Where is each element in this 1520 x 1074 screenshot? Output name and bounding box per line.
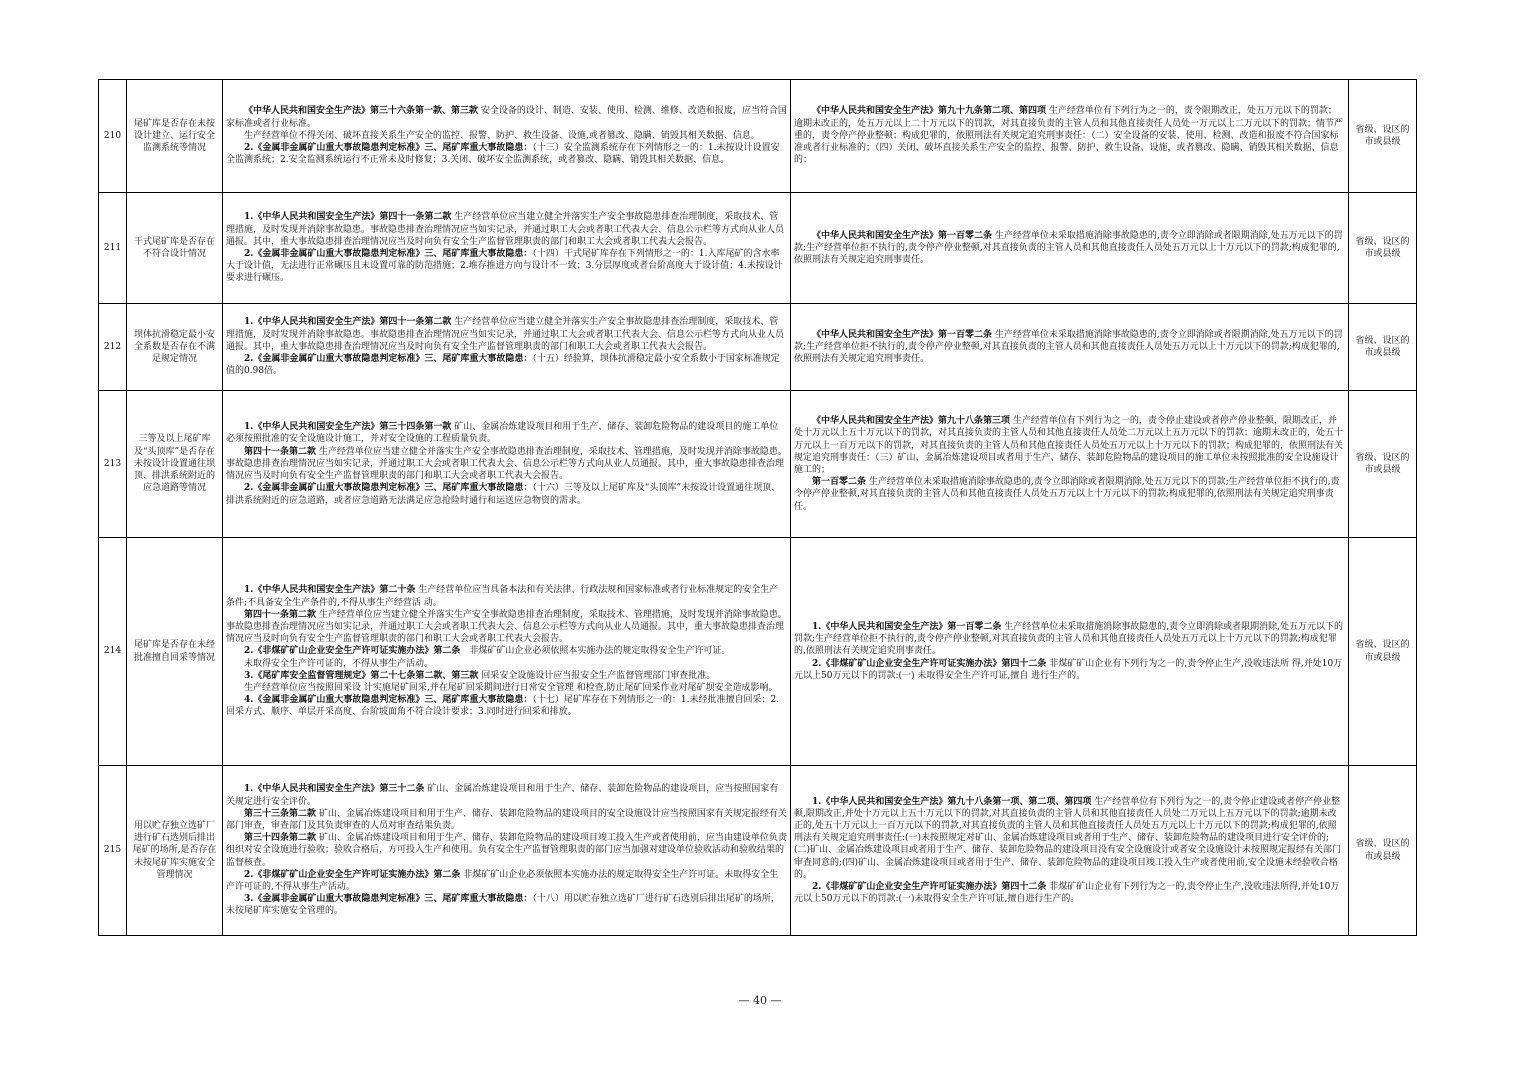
clause-text: 生产经营单位有下列行为之一的，责令停止建设或者停产停业整顿，限期改正，并处十万元以上五十万元以下的罚款，对其直接负责的主管人员和其他直接责任人员处二万元以上五万元以下的罚款；逾期未改正的，处五十万元以上一百万元以下的罚款，对其直接负责的主管人员和其他直接责任人员处五万元以上十万元以下的罚款；构成犯罪的，依照刑法有关规定追究刑事责任：（三）矿山、金属冶炼建设项目或者用于生产、储存、装卸危险物品的建设项目的施工单位未按照批准的安全设施设计施工的； <box>794 416 1344 475</box>
penalty-basis-cell <box>791 304 1349 391</box>
clause-citation: 第三十四条第二款 <box>244 833 317 844</box>
clause-paragraph <box>226 482 787 506</box>
clause-paragraph <box>794 230 1345 267</box>
clause-text: 矿山、金属冶炼建设项目和用于生产、储存、装卸危险物品的建设项目，应当按照国家有关规定进行安全评价。 <box>226 784 779 807</box>
clause-citation: 《中华人民共和国安全生产法》第九十八条第三项 <box>812 416 1011 427</box>
clause-text: 生产经营单位应当建立健全并落实生产安全事故隐患排查治理制度，采取技术、管理措施，及时发现并消除事故隐患。事故隐患排查治理情况应当如实记录，并通过职工大会或者职工代表大会、信息公示栏等方式向从业人员通报。其中，重大事故隐患排查治理情况应当及时向负有安全生产监督管理职责的部门和职工大会或者职工代表大会报告。 <box>226 446 787 482</box>
clause-text: 安全设备的设计、制造、安装、使用、检测、维修、改造和报废，应当符合国家标准或者行业标准。 <box>226 106 787 129</box>
clause-text: （十五）经验算，坝体抗滑稳定最小安全系数小于国家标准规定值的0.98倍。 <box>226 354 780 377</box>
inspection-item: 尾矿库是否存在未经批准擅自回采等情况 <box>127 538 223 766</box>
clause-citation: 2.《金属非金属矿山重大事故隐患判定标准》三、尾矿库重大事故隐患： <box>244 483 533 494</box>
clause-paragraph <box>226 893 787 917</box>
table-row <box>99 538 1417 766</box>
clause-text: 非煤矿矿山企业必须依照本实施办法的规定取得安全生产许可证。 <box>460 646 731 657</box>
clause-citation: 2.《非煤矿矿山企业安全生产许可证实施办法》第二条 <box>244 646 461 657</box>
table-row <box>99 80 1417 193</box>
clause-paragraph <box>226 353 787 377</box>
legal-basis-cell <box>223 766 791 936</box>
clause-paragraph <box>226 609 787 646</box>
enforcement-level: 省级、设区的市或县级 <box>1349 193 1417 304</box>
clause-text: 生产经营单位应当按照回采设 计实施尾矿回采,并在尾矿回采期间进行日常安全管理 和检查,防止尾矿回采作业对尾矿坝安全造成影响。 <box>244 683 778 693</box>
clause-citation: 3.《尾矿库安全监督管理规定》第二十七条第二款、第三款 <box>244 670 479 681</box>
clause-citation: 《中华人民共和国安全生产法》第三十六条第一款、第三款 <box>244 106 479 117</box>
clause-paragraph <box>794 658 1345 682</box>
clause-citation: 1.《中华人民共和国安全生产法》第四十一条第二款 <box>244 317 452 328</box>
clause-citation: 第四十一条第二款 <box>244 446 317 457</box>
inspection-item: 三等及以上尾矿库及“头顶库”是否存在未按设计设置通往坝顶、排洪系统附近的应急道路等情况 <box>127 391 223 538</box>
inspection-item: 尾矿库是否存在未按设计建立、运行安全监测系统等情况 <box>127 80 223 193</box>
legal-basis-cell <box>223 304 791 391</box>
clause-text: 未取得安全生产许可证的，不得从事生产活动。 <box>244 658 434 669</box>
row-number: 212 <box>99 304 127 391</box>
clause-text: 生产经营单位有下列行为之一的,责令停止建设或者停产停业整顿,限期改正,并处十万元以上五十万元以下的罚款,对其直接负责的主管人员和其他直接责任人员处二万元以上五万元以下的罚款;逾期未改正的,处五十万元以上一百万元以下的罚款,对其直接负责的主管人员和其他直接责任人员处五万元以上十万元以下的罚款;构成犯罪的,依照刑法有关规定追究刑事责任:(一)未按照规定对矿山、金属冶炼建设项目或者用于生产、储存、装卸危险物品的建设项目进行安全评价的;(二)矿山、金属冶炼建设项目或者用于生产、储存、装卸危险物品的建设项目没有安全设施设计或者安全设施设计未按照规定报经有关部门审查同意的;(四)矿山、金属冶炼建设项目或者用于生产、储存、装卸危险物品的建设项目竣工投入生产或者使用前,安全设施未经验收合格的。 <box>794 796 1342 880</box>
enforcement-level: 省级、设区的市或县级 <box>1349 304 1417 391</box>
clause-citation: 2.《金属非金属矿山重大事故隐患判定标准》三、尾矿库重大事故隐患： <box>244 143 533 154</box>
inspection-item: 坝体抗滑稳定最小安全系数是否存在不满足规定情况 <box>127 304 223 391</box>
clause-citation: 1.《中华人民共和国安全生产法》第三十二条 <box>244 784 425 795</box>
legal-basis-cell <box>223 193 791 304</box>
clause-paragraph <box>226 130 787 142</box>
inspection-item: 干式尾矿库是否存在不符合设计情况 <box>127 193 223 304</box>
penalty-basis-cell <box>791 538 1349 766</box>
clause-text: 矿山、金属冶炼建设项目和用于生产、储存、装卸危险物品的建设项目的施工单位必须按照批准的安全设施设计施工，并对安全设施的工程质量负责。 <box>226 422 779 445</box>
clause-paragraph <box>794 415 1345 476</box>
clause-paragraph <box>226 211 787 248</box>
clause-paragraph <box>226 694 787 718</box>
clause-paragraph <box>226 783 787 807</box>
enforcement-level: 省级、设区的市或县级 <box>1349 538 1417 766</box>
clause-text: 生产经营单位未采取措施消除事故隐患的,责令立即消除或者限期消除,处五万元以下的罚款;生产经营单位拒不执行的,责令停产停业整顿,对其直接负责的主管人员和其他直接责任人员处五万元以上十万元以下的罚款;构成犯罪的,依照刑法有关规定追究刑事责任。 <box>794 329 1343 365</box>
regulation-table <box>98 79 1417 936</box>
clause-paragraph <box>226 142 787 166</box>
row-number: 213 <box>99 391 127 538</box>
clause-paragraph <box>226 832 787 869</box>
table-row <box>99 766 1417 936</box>
clause-citation: 《中华人民共和国安全生产法》第九十九条第二项、第四项 <box>812 106 1047 117</box>
clause-text: （十三）安全监测系统存在下列情形之一的：1.未按设计设置安全监测系统；2.安全监测系统运行不正常未及时修复；3.关闭、破坏安全监测系统，或者篡改、隐瞒、销毁其相关数据、信息。 <box>226 143 780 166</box>
inspection-item: 用以贮存独立选矿厂进行矿石选别后排出尾矿的场所,是否存在未按尾矿库实施安全管理情况 <box>127 766 223 936</box>
clause-citation: 1.《中华人民共和国安全生产法》第四十一条第二款 <box>244 212 452 223</box>
clause-paragraph <box>226 316 787 353</box>
clause-text: 矿山、金属冶炼建设项目和用于生产、储存、装卸危险物品的建设项目竣工投入生产或者使用前，应当由建设单位负责组织对安全设施进行验收；验收合格后，方可投入生产和使用。负有安全生产监督管理职责的部门应当加强对建设单位验收活动和验收结果的监督核查。 <box>226 833 787 868</box>
table-row <box>99 304 1417 391</box>
enforcement-level: 省级、设区的市或县级 <box>1349 766 1417 936</box>
clause-citation: 1.《中华人民共和国安全生产法》第一百零二条 <box>812 621 1002 632</box>
clause-text: 生产经营单位未采取措施消除事故隐患的,责令立即消除或者限期消除,处五万元以下的罚款;生产经营单位拒不执行的,责令停产停业整顿,对其直接负责的主管人员和其他直接责任人员处五万元以上十万元以下的罚款;构成犯罪的,依照刑法有关规定追究刑事责任。 <box>794 621 1343 657</box>
clause-citation: 第四十一条第二款 <box>244 609 317 620</box>
legal-basis-cell <box>223 391 791 538</box>
table-row <box>99 391 1417 538</box>
clause-text: （十七）尾矿库存在下列情形之一的：1.未经批准擅自回采；2.回采方式、顺序、单层开采高度、台阶坡面角不符合设计要求；3.同时进行回采和排放。 <box>226 695 780 718</box>
clause-text: 矿山、金属冶炼建设项目和用于生产、储存、装卸危险物品的建设项目的安全设施设计应当按照国家有关规定报经有关部门审查，审查部门及其负责审查的人员对审查结果负责。 <box>226 808 787 831</box>
row-number: 215 <box>99 766 127 936</box>
page-number: — 40 — <box>738 994 782 1007</box>
clause-paragraph <box>794 796 1345 881</box>
legal-basis-cell <box>223 538 791 766</box>
clause-citation: 1.《中华人民共和国安全生产法》第三十四条第一款 <box>244 422 452 433</box>
clause-text: 生产经营单位应当建立健全并落实生产安全事故隐患排查治理制度，采取技术、管理措施，及时发现并消除事故隐患。事故隐患排查治理情况应当如实记录，并通过职工大会或者职工代表大会、信息公示栏等方式向从业人员通报。其中，重大事故隐患排查治理情况应当及时向负有安全生产监督管理职责的部门和职工大会或者职工代表大会报告。 <box>226 317 785 352</box>
clause-paragraph <box>226 421 787 445</box>
clause-text: （十八）用以贮存独立选矿厂进行矿石选别后排出尾矿的场所，未按尾矿库实施安全管理的。 <box>226 894 780 917</box>
clause-text: 非煤矿矿山企业有下列行为之一的,责令停止生产,没收违法所得,并处10万元以上50万元以下的罚款:(一)未取得安全生产许可证,擅自进行生产的。 <box>794 882 1340 905</box>
clause-citation: 《中华人民共和国安全生产法》第一百零二条 <box>812 329 993 340</box>
clause-paragraph <box>226 682 787 694</box>
clause-text: 生产经营单位未采取措施消除事故隐患的,责令立即消除或者限期消除,处五万元以下的罚款;生产经营单位拒不执行的,责令停产停业整顿,对其直接负责的主管人员和其他直接责任人员处五万元以上十万元以下的罚款;构成犯罪的,依照刑法有关规定追究刑事责任。 <box>794 477 1340 512</box>
clause-paragraph <box>794 621 1345 658</box>
clause-paragraph <box>226 584 787 608</box>
clause-text: 非煤矿矿山企业有下列行为之一的,责令停止生产,没收违法所 得,并处10万元以上50万元以下的罚款:(一) 未取得安全生产许可证,擅自 进行生产的。 <box>794 658 1343 681</box>
enforcement-level: 省级、设区的市或县级 <box>1349 80 1417 193</box>
clause-paragraph <box>226 105 787 129</box>
legal-basis-cell <box>223 80 791 193</box>
clause-paragraph <box>226 808 787 832</box>
clause-citation: 2.《非煤矿矿山企业安全生产许可证实施办法》第四十二条 <box>812 882 1047 892</box>
clause-citation: 3.《金属非金属矿山重大事故隐患判定标准》三、尾矿库重大事故隐患： <box>244 894 533 905</box>
table-row <box>99 193 1417 304</box>
clause-text: 非煤矿矿山企业必须依照本实施办法的规定取得安全生产许可证。未取得安全生产许可证的,不得从事生产活动。 <box>226 869 779 892</box>
clause-citation: 《中华人民共和国安全生产法》第一百零二条 <box>812 230 993 241</box>
clause-text: （十六）三等及以上尾矿库及“头顶库”未按设计设置通往坝顶、排洪系统附近的应急道路，或者应急道路无法满足应急抢险时通行和运送应急物资的需求。 <box>226 483 781 506</box>
clause-paragraph <box>794 105 1345 166</box>
clause-text: 生产经营单位应当具备本法和有关法律、行政法规和国家标准或者行业标准规定的安全生产条件;不具备安全生产条件的,不得从事生产经营活 动。 <box>226 585 779 608</box>
clause-paragraph <box>226 446 787 483</box>
table-body <box>99 80 1417 936</box>
clause-text: （十四）干式尾矿库存在下列情形之一的：1.入库尾矿的含水率大于设计值，无法进行正常碾压且未设置可靠的防范措施；2.堆存推进方向与设计不一致；3.分层厚度或者台阶高度大于设计值；4.未按设计要求进行碾压。 <box>226 249 783 284</box>
clause-citation: 1.《中华人民共和国安全生产法》第九十八条第一项、第二项、第四项 <box>812 796 1092 807</box>
clause-text: 生产经营单位未采取措施消除事故隐患的,责令立即消除或者限期消除,处五万元以下的罚款;生产经营单位拒不执行的,责令停产停业整顿,对其直接负责的主管人员和其他直接责任人员处五万元以上十万元以下的罚款;构成犯罪的,依照刑法有关规定追究刑事责任。 <box>794 230 1343 266</box>
row-number: 210 <box>99 80 127 193</box>
penalty-basis-cell <box>791 80 1349 193</box>
clause-paragraph <box>794 881 1345 905</box>
clause-citation: 1.《中华人民共和国安全生产法》第二十条 <box>244 585 416 596</box>
clause-text: 生产经营单位应当建立健全并落实生产安全事故隐患排查治理制度，采取技术、管理措施，及时发现并消除事故隐患。事故隐患排查治理情况应当如实记录，并通过职工大会或者职工代表大会、信息公示栏等方式向从业人员通报。其中，重大事故隐患排查治理情况应当及时向负有安全生产监督管理职责的部门和职工大会或者职工代表大会报告。 <box>226 212 785 247</box>
row-number: 214 <box>99 538 127 766</box>
penalty-basis-cell <box>791 193 1349 304</box>
clause-citation: 2.《非煤矿矿山企业安全生产许可证实施办法》第四十二条 <box>812 658 1047 669</box>
clause-text: 回采安全设施设计应当报安全生产监督管理部门审查批准。 <box>478 670 716 681</box>
clause-paragraph <box>226 248 787 285</box>
clause-paragraph <box>226 670 787 682</box>
clause-citation: 第三十三条第二款 <box>244 808 317 819</box>
clause-paragraph <box>226 658 787 670</box>
clause-text: 生产经营单位不得关闭、破坏直接关系生产安全的监控、报警、防护、救生设备、设施,或者篡改、隐瞒、销毁其相关数据、信息。 <box>244 130 760 141</box>
penalty-basis-cell <box>791 391 1349 538</box>
clause-citation: 2.《非煤矿矿山企业安全生产许可证实施办法》第二条 <box>244 869 461 880</box>
penalty-basis-cell <box>791 766 1349 936</box>
clause-paragraph <box>226 645 787 657</box>
row-number: 211 <box>99 193 127 304</box>
clause-citation: 2.《金属非金属矿山重大事故隐患判定标准》三、尾矿库重大事故隐患： <box>244 249 533 259</box>
clause-paragraph <box>794 329 1345 366</box>
clause-text: 生产经营单位有下列行为之一的，责令限期改正，处五万元以下的罚款；逾期未改正的，处五万元以上二十万元以下的罚款，对其直接负责的主管人员和其他直接责任人员处一万元以上二万元以下的罚款；情节严重的，责令停产停业整顿；构成犯罪的，依照刑法有关规定追究刑事责任：（二）安全设备的安装、使用、检测、改造和报废不符合国家标准或者行业标准的；（四）关闭、破坏直接关系生产安全的监控、报警、防护、救生设备、设施，或者篡改、隐瞒、销毁其相关数据、信息的； <box>794 106 1344 166</box>
clause-paragraph <box>226 869 787 893</box>
clause-paragraph <box>794 476 1345 513</box>
clause-text: 生产经营单位应当建立健全并落实生产安全事故隐患排查治理制度，采取技术、管理措施，及时发现并消除事故隐患。事故隐患排查治理情况应当如实记录，并通过职工大会或者职工代表大会、信息公示栏等方式向从业人员通报。其中，重大事故隐患排查治理情况应当及时向负有安全生产监督管理职责的部门和职工大会或者职工代表大会报告。 <box>226 609 787 645</box>
clause-citation: 2.《金属非金属矿山重大事故隐患判定标准》三、尾矿库重大事故隐患： <box>244 354 533 365</box>
clause-citation: 4.《金属非金属矿山重大事故隐患判定标准》三、尾矿库重大事故隐患： <box>244 695 533 706</box>
clause-citation: 第一百零二条 <box>812 477 867 488</box>
enforcement-level: 省级、设区的市或县级 <box>1349 391 1417 538</box>
